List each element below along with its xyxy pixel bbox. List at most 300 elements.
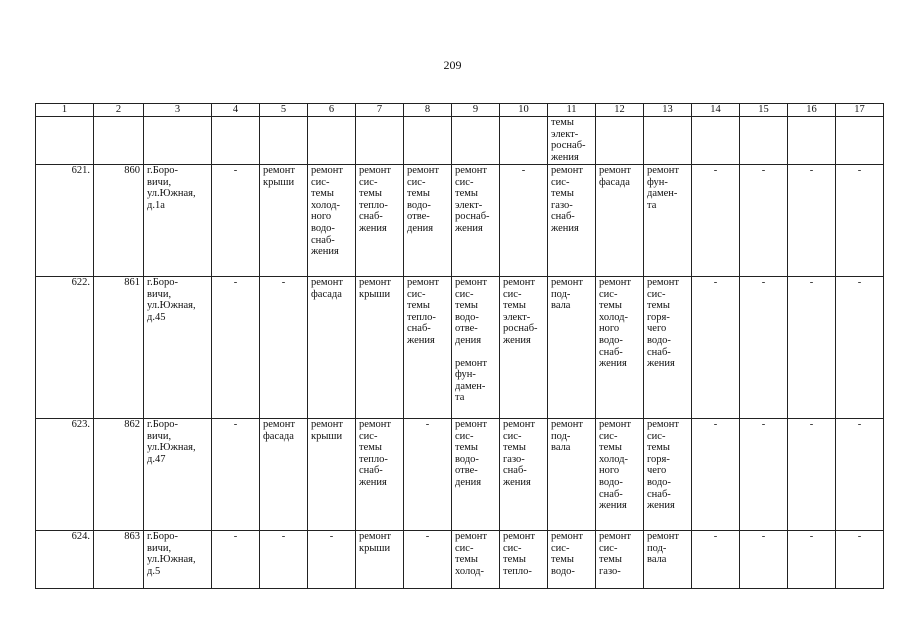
column-number-16: 16 bbox=[788, 104, 836, 117]
table-cell bbox=[692, 117, 740, 165]
cell-text-line: элект- bbox=[503, 311, 531, 323]
table-cell bbox=[500, 419, 548, 531]
cell-text-line: та bbox=[455, 392, 465, 404]
table-cell bbox=[452, 531, 500, 589]
cell-text-line: 623. bbox=[71, 419, 90, 430]
cell-text-line: сис- bbox=[647, 430, 666, 442]
cell-text-line: тепло- bbox=[359, 453, 388, 465]
column-number-12: 12 bbox=[596, 104, 644, 117]
table-cell bbox=[212, 165, 260, 277]
cell-text-line: - bbox=[761, 165, 766, 176]
table-cell bbox=[144, 165, 212, 277]
cell-text-line: темы bbox=[359, 188, 382, 200]
cell-text-line: темы bbox=[551, 117, 574, 128]
cell-text-line: г.Боро- bbox=[147, 419, 179, 430]
table-cell bbox=[788, 277, 836, 419]
table-cell bbox=[548, 117, 596, 165]
table-cell bbox=[404, 165, 452, 277]
cell-text-line: снаб- bbox=[599, 346, 623, 358]
cell-text-line: ремонт bbox=[263, 419, 296, 430]
table-cell bbox=[144, 419, 212, 531]
column-number-3: 3 bbox=[144, 104, 212, 117]
cell-text-line: ул.Южная, bbox=[147, 554, 196, 566]
cell-text-line: ремонт bbox=[599, 419, 632, 430]
cell-text-line: - bbox=[425, 419, 430, 430]
table-cell bbox=[788, 117, 836, 165]
table-cell bbox=[36, 531, 94, 589]
table-cell bbox=[548, 419, 596, 531]
cell-text-line: снаб- bbox=[311, 234, 335, 246]
cell-text-line: крыши bbox=[359, 288, 391, 300]
cell-text-line: ремонт bbox=[503, 277, 536, 288]
cell-text-line: ремонт bbox=[359, 277, 392, 288]
cell-text-line: жения bbox=[311, 246, 339, 258]
table-cell bbox=[356, 165, 404, 277]
cell-text-line: темы bbox=[599, 442, 622, 454]
table-cell bbox=[94, 165, 144, 277]
cell-text-line: ремонт bbox=[407, 277, 440, 288]
cell-text-line: водо- bbox=[599, 334, 623, 346]
cell-text-line: ремонт bbox=[503, 531, 536, 542]
cell-text-line: снаб- bbox=[647, 346, 671, 358]
cell-text-line: - bbox=[809, 277, 814, 288]
cell-text-line: темы bbox=[503, 442, 526, 454]
table-cell bbox=[548, 165, 596, 277]
cell-text-line: роснаб- bbox=[551, 140, 586, 152]
cell-text-line: сис- bbox=[599, 288, 618, 300]
cell-text-line: - bbox=[761, 277, 766, 288]
table-cell bbox=[36, 419, 94, 531]
table-row bbox=[36, 419, 884, 531]
cell-text-line: водо- bbox=[647, 476, 671, 488]
cell-text-line: ремонт bbox=[647, 165, 680, 176]
table-cell bbox=[596, 419, 644, 531]
cell-text-line: элект- bbox=[455, 199, 483, 211]
table-cell bbox=[356, 419, 404, 531]
table-cell bbox=[36, 165, 94, 277]
cell-text-line: вичи, bbox=[147, 288, 172, 300]
column-number-4: 4 bbox=[212, 104, 260, 117]
cell-text-line: ремонт bbox=[455, 357, 488, 369]
cell-text-line: фасада bbox=[599, 176, 630, 188]
cell-text-line: темы bbox=[359, 442, 382, 454]
cell-text-line: ремонт bbox=[599, 531, 632, 542]
cell-text-line: под- bbox=[551, 430, 571, 442]
table-cell bbox=[596, 117, 644, 165]
cell-text-line: газо- bbox=[503, 453, 525, 465]
cell-text-line: ремонт bbox=[455, 531, 488, 542]
table-cell bbox=[404, 117, 452, 165]
table-row bbox=[36, 277, 884, 419]
cell-text-line: - bbox=[233, 165, 238, 176]
cell-text-line: холод- bbox=[455, 565, 484, 577]
cell-text-line: роснаб- bbox=[455, 211, 490, 223]
cell-text-line: темы bbox=[503, 300, 526, 312]
cell-text-line: - bbox=[809, 165, 814, 176]
cell-text-line: ремонт bbox=[551, 277, 584, 288]
cell-text-line: - bbox=[425, 531, 430, 542]
table-cell bbox=[94, 419, 144, 531]
cell-text-line: д.1а bbox=[147, 199, 165, 211]
table-cell bbox=[740, 531, 788, 589]
cell-text-line: 861 bbox=[124, 277, 140, 288]
table-cell bbox=[788, 419, 836, 531]
cell-text-line: - bbox=[233, 277, 238, 288]
cell-text-line: газо- bbox=[599, 565, 621, 577]
cell-text-line: ремонт bbox=[647, 531, 680, 542]
table-cell bbox=[356, 531, 404, 589]
cell-text-line: сис- bbox=[359, 176, 378, 188]
cell-text-line: горя- bbox=[647, 453, 670, 465]
cell-text-line: под- bbox=[647, 542, 667, 554]
table-cell bbox=[308, 165, 356, 277]
cell-text-line: - bbox=[857, 531, 862, 542]
table-cell bbox=[740, 419, 788, 531]
cell-text-line: ного bbox=[599, 323, 620, 335]
cell-text-line: ремонт bbox=[311, 165, 344, 176]
table-cell bbox=[260, 531, 308, 589]
cell-text-line: жения bbox=[455, 222, 483, 234]
column-number-6: 6 bbox=[308, 104, 356, 117]
table-cell bbox=[836, 419, 884, 531]
cell-text-line: сис- bbox=[551, 542, 570, 554]
table-cell bbox=[356, 117, 404, 165]
table-cell bbox=[548, 277, 596, 419]
cell-text-line: сис- bbox=[551, 176, 570, 188]
cell-text-line: роснаб- bbox=[503, 323, 538, 335]
cell-text-line: темы bbox=[455, 300, 478, 312]
cell-text-line: сис- bbox=[311, 176, 330, 188]
cell-text-line: снаб- bbox=[599, 488, 623, 500]
cell-text-line: холод- bbox=[311, 199, 340, 211]
cell-text-line: жения bbox=[551, 222, 579, 234]
repair-schedule-table bbox=[35, 103, 884, 589]
table-cell bbox=[308, 419, 356, 531]
cell-text-line: дамен- bbox=[647, 188, 678, 200]
cell-text-line: темы bbox=[407, 188, 430, 200]
table-cell bbox=[404, 277, 452, 419]
cell-text-line: ремонт bbox=[551, 531, 584, 542]
cell-text-line: г.Боро- bbox=[147, 531, 179, 542]
cell-text-line: темы bbox=[599, 554, 622, 566]
cell-text-line: дения bbox=[407, 222, 434, 234]
cell-text-line: ремонт bbox=[647, 419, 680, 430]
cell-text-line: ремонт bbox=[455, 277, 488, 288]
table-cell bbox=[308, 117, 356, 165]
cell-text-line: тепло- bbox=[503, 565, 532, 577]
cell-text-line: чего bbox=[647, 323, 667, 335]
cell-text-line: жения bbox=[599, 358, 627, 370]
cell-text-line: - bbox=[713, 419, 718, 430]
table-cell bbox=[692, 419, 740, 531]
cell-text-line: горя- bbox=[647, 311, 670, 323]
cell-text-line: темы bbox=[551, 554, 574, 566]
cell-text-line: фасада bbox=[311, 288, 342, 300]
cell-text-line: сис- bbox=[503, 542, 522, 554]
cell-text-line: ремонт bbox=[359, 419, 392, 430]
cell-text-line: ремонт bbox=[311, 419, 344, 430]
table-cell bbox=[452, 277, 500, 419]
cell-text-line: темы bbox=[311, 188, 334, 200]
table-cell bbox=[692, 165, 740, 277]
cell-text-line: крыши bbox=[263, 176, 295, 188]
cell-text-line: отве- bbox=[455, 323, 478, 335]
table-cell bbox=[144, 117, 212, 165]
cell-text-line: отве- bbox=[455, 465, 478, 477]
table-cell bbox=[94, 117, 144, 165]
table-cell bbox=[596, 531, 644, 589]
table-cell bbox=[308, 277, 356, 419]
table-cell bbox=[644, 419, 692, 531]
table-cell bbox=[356, 277, 404, 419]
table-cell bbox=[692, 531, 740, 589]
cell-text-line: тепло- bbox=[359, 199, 388, 211]
cell-text-line: темы bbox=[503, 554, 526, 566]
column-number-2: 2 bbox=[94, 104, 144, 117]
cell-text-line: сис- bbox=[599, 430, 618, 442]
cell-text-line: жения bbox=[551, 151, 579, 163]
table-cell bbox=[94, 277, 144, 419]
cell-text-line: - bbox=[713, 531, 718, 542]
cell-text-line: - bbox=[329, 531, 334, 542]
cell-text-line: ремонт bbox=[359, 165, 392, 176]
cell-text-line: та bbox=[647, 199, 657, 211]
cell-text-line: сис- bbox=[455, 430, 474, 442]
cell-text-line: отве- bbox=[407, 211, 430, 223]
table-cell bbox=[788, 531, 836, 589]
table-cell bbox=[788, 165, 836, 277]
table-cell bbox=[548, 531, 596, 589]
table-cell bbox=[36, 277, 94, 419]
table-cell bbox=[500, 277, 548, 419]
cell-text-line: под- bbox=[551, 288, 571, 300]
cell-text-line: сис- bbox=[503, 430, 522, 442]
table-cell bbox=[500, 117, 548, 165]
cell-text-line: газо- bbox=[551, 199, 573, 211]
cell-text-line: ул.Южная, bbox=[147, 300, 196, 312]
cell-text-line: вичи, bbox=[147, 542, 172, 554]
table-cell bbox=[212, 277, 260, 419]
cell-text-line: ул.Южная, bbox=[147, 188, 196, 200]
table-cell bbox=[500, 531, 548, 589]
cell-text-line: 622. bbox=[71, 277, 90, 288]
cell-text-line: жения bbox=[599, 500, 627, 512]
cell-text-line: - bbox=[809, 419, 814, 430]
table-cell bbox=[308, 531, 356, 589]
table-cell bbox=[212, 531, 260, 589]
column-number-15: 15 bbox=[740, 104, 788, 117]
cell-text-line: снаб- bbox=[359, 211, 383, 223]
cell-text-line: 863 bbox=[124, 531, 140, 542]
cell-text-line: сис- bbox=[455, 542, 474, 554]
table-cell bbox=[740, 117, 788, 165]
cell-text-line: крыши bbox=[359, 542, 391, 554]
cell-text-line: ремонт bbox=[263, 165, 296, 176]
cell-text-line: вичи, bbox=[147, 176, 172, 188]
table-cell bbox=[836, 165, 884, 277]
cell-text-line: г.Боро- bbox=[147, 277, 179, 288]
cell-text-line: г.Боро- bbox=[147, 165, 179, 176]
cell-text-line: водо- bbox=[407, 199, 431, 211]
table-cell bbox=[260, 419, 308, 531]
cell-text-line: чего bbox=[647, 465, 667, 477]
cell-text-line: д.5 bbox=[147, 565, 161, 577]
cell-text-line: вала bbox=[551, 300, 571, 312]
column-number-5: 5 bbox=[260, 104, 308, 117]
cell-text-line: ремонт bbox=[647, 277, 680, 288]
table-cell bbox=[740, 277, 788, 419]
cell-text-line: ремонт bbox=[599, 165, 632, 176]
column-number-9: 9 bbox=[452, 104, 500, 117]
table-cell bbox=[144, 277, 212, 419]
cell-text-line: холод- bbox=[599, 311, 628, 323]
cell-text-line: д.45 bbox=[147, 311, 166, 323]
cell-text-line: - bbox=[233, 419, 238, 430]
table-cell bbox=[404, 531, 452, 589]
cell-text-line: сис- bbox=[599, 542, 618, 554]
cell-text-line: жения bbox=[503, 476, 531, 488]
cell-text-line: - bbox=[761, 531, 766, 542]
cell-text-line: водо- bbox=[551, 565, 575, 577]
cell-text-line: темы bbox=[455, 554, 478, 566]
cell-text-line: фасада bbox=[263, 430, 294, 442]
cell-text-line: 624. bbox=[71, 531, 90, 542]
cell-text-line: жения bbox=[647, 358, 675, 370]
cell-text-line: жения bbox=[359, 222, 387, 234]
cell-text-line: ремонт bbox=[551, 419, 584, 430]
table-cell bbox=[740, 165, 788, 277]
cell-text-line: 862 bbox=[124, 419, 140, 430]
cell-text-line: ремонт bbox=[503, 419, 536, 430]
cell-text-line: дения bbox=[455, 334, 482, 346]
column-number-14: 14 bbox=[692, 104, 740, 117]
table-cell bbox=[836, 277, 884, 419]
cell-text-line: жения bbox=[647, 500, 675, 512]
table-cell bbox=[644, 277, 692, 419]
page-number: 209 bbox=[443, 58, 462, 72]
cell-gap bbox=[455, 347, 496, 358]
column-number-11: 11 bbox=[548, 104, 596, 117]
cell-text-line: ул.Южная, bbox=[147, 442, 196, 454]
table-cell bbox=[452, 419, 500, 531]
cell-text-line: холод- bbox=[599, 453, 628, 465]
table-cell bbox=[692, 277, 740, 419]
table-cell bbox=[212, 117, 260, 165]
column-number-17: 17 bbox=[836, 104, 884, 117]
column-number-row bbox=[36, 104, 884, 117]
cell-text-line: ремонт bbox=[407, 165, 440, 176]
column-number-10: 10 bbox=[500, 104, 548, 117]
cell-text-line: фун- bbox=[455, 369, 476, 381]
cell-text-line: снаб- bbox=[551, 211, 575, 223]
cell-text-line: темы bbox=[455, 442, 478, 454]
table-cell bbox=[452, 165, 500, 277]
cell-text-line: - bbox=[761, 419, 766, 430]
cell-text-line: - bbox=[521, 165, 526, 176]
table-cell bbox=[452, 117, 500, 165]
table-cell bbox=[500, 165, 548, 277]
cell-text-line: водо- bbox=[455, 453, 479, 465]
cell-text-line: - bbox=[857, 277, 862, 288]
column-number-13: 13 bbox=[644, 104, 692, 117]
cell-text-line: водо- bbox=[647, 334, 671, 346]
cell-text-line: ремонт bbox=[551, 165, 584, 176]
cell-text-line: жения bbox=[359, 476, 387, 488]
cell-text-line: водо- bbox=[455, 311, 479, 323]
table-cell bbox=[212, 419, 260, 531]
table-cell bbox=[836, 117, 884, 165]
cell-text-line: ремонт bbox=[311, 277, 344, 288]
table-cell bbox=[260, 117, 308, 165]
cell-text-line: жения bbox=[407, 334, 435, 346]
table-row bbox=[36, 117, 884, 165]
table-cell bbox=[644, 165, 692, 277]
cell-text-line: сис- bbox=[647, 288, 666, 300]
cell-text-line: ного bbox=[311, 211, 332, 223]
cell-text-line: ремонт bbox=[455, 165, 488, 176]
cell-text-line: 860 bbox=[124, 165, 140, 176]
cell-text-line: вичи, bbox=[147, 430, 172, 442]
cell-text-line: вала bbox=[551, 442, 571, 454]
cell-text-line: снаб- bbox=[503, 465, 527, 477]
cell-text-line: сис- bbox=[407, 176, 426, 188]
cell-text-line: дамен- bbox=[455, 380, 486, 392]
cell-text-line: - bbox=[713, 165, 718, 176]
table-row bbox=[36, 165, 884, 277]
cell-text-line: тепло- bbox=[407, 311, 436, 323]
cell-text-line: дения bbox=[455, 476, 482, 488]
cell-text-line: ного bbox=[599, 465, 620, 477]
table-cell bbox=[94, 531, 144, 589]
table-cell bbox=[144, 531, 212, 589]
column-number-1: 1 bbox=[36, 104, 94, 117]
cell-text-line: сис- bbox=[455, 176, 474, 188]
cell-text-line: крыши bbox=[311, 430, 343, 442]
cell-text-line: - bbox=[857, 165, 862, 176]
table-cell bbox=[644, 531, 692, 589]
cell-text-line: - bbox=[857, 419, 862, 430]
cell-text-line: жения bbox=[503, 334, 531, 346]
table-cell bbox=[596, 277, 644, 419]
table-cell bbox=[596, 165, 644, 277]
cell-text-line: - bbox=[809, 531, 814, 542]
column-number-8: 8 bbox=[404, 104, 452, 117]
cell-text-line: д.47 bbox=[147, 453, 166, 465]
cell-text-line: - bbox=[713, 277, 718, 288]
cell-text-line: - bbox=[281, 531, 286, 542]
cell-text-line: 621. bbox=[71, 165, 90, 176]
cell-text-line: ремонт bbox=[455, 419, 488, 430]
table-cell bbox=[404, 419, 452, 531]
cell-text-line: снаб- bbox=[407, 323, 431, 335]
cell-text-line: темы bbox=[647, 442, 670, 454]
cell-text-line: элект- bbox=[551, 128, 579, 140]
cell-text-line: вала bbox=[647, 554, 667, 566]
cell-text-line: - bbox=[233, 531, 238, 542]
cell-text-line: темы bbox=[551, 188, 574, 200]
cell-text-line: водо- bbox=[599, 476, 623, 488]
table-cell bbox=[260, 277, 308, 419]
cell-text-line: снаб- bbox=[359, 465, 383, 477]
cell-text-line: сис- bbox=[407, 288, 426, 300]
table-cell bbox=[36, 117, 94, 165]
cell-text-line: ремонт bbox=[359, 531, 392, 542]
table-row bbox=[36, 531, 884, 589]
table-cell bbox=[836, 531, 884, 589]
cell-text-line: фун- bbox=[647, 176, 668, 188]
cell-text-line: сис- bbox=[455, 288, 474, 300]
cell-text-line: - bbox=[281, 277, 286, 288]
